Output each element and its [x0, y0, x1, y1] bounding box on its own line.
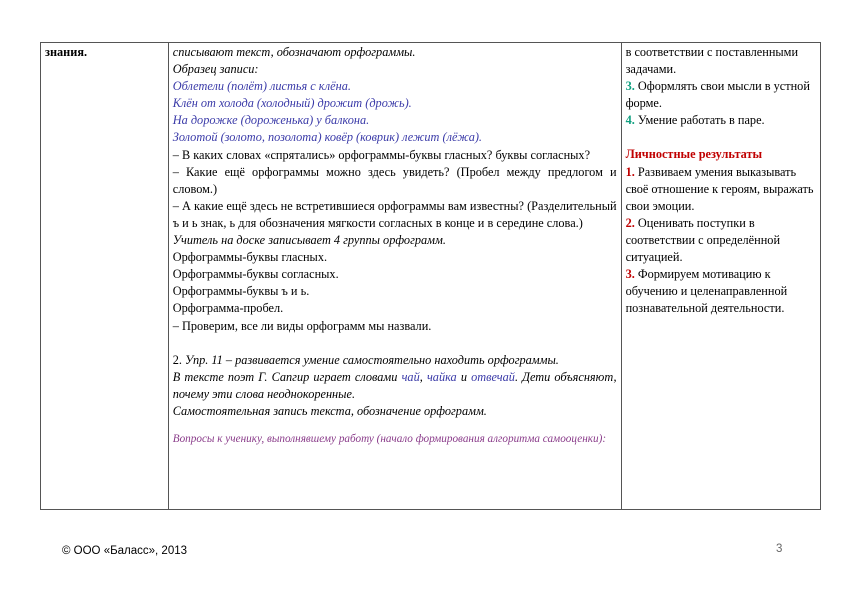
orthogram-group: Орфограммы-буквы гласных. — [172, 250, 328, 265]
item-number: 2. — [625, 215, 635, 230]
item-number: 4. — [625, 113, 635, 128]
stage-cell — [41, 43, 169, 510]
self-work-note: Самостоятельная запись текста, обозначение орфограмм. — [172, 403, 487, 418]
exercise-heading — [173, 352, 617, 369]
result-item — [626, 266, 816, 317]
activity-cell — [168, 43, 621, 510]
result-item — [626, 164, 816, 215]
sample-line: Облетели (полёт) листья с клёна. — [172, 79, 351, 94]
question-text: – Какие ещё орфограммы можно здесь увидеть? (Пробел между предлогом и словом.) — [172, 164, 617, 196]
item-number: 1. — [625, 164, 635, 179]
highlight-word: чай — [401, 369, 420, 384]
exercise-number: 2. — [172, 352, 186, 367]
spacer — [173, 420, 617, 432]
separator: , — [419, 369, 427, 384]
highlight-word: чайка — [426, 369, 457, 384]
self-assessment-questions: Вопросы к ученику, выполнявшему работу (начало формирования алгоритма самооценки): — [172, 432, 607, 445]
check-question: – Проверим, все ли виды орфограмм мы назвали. — [172, 318, 432, 333]
question-text: – А какие ещё здесь не встретившиеся орфограммы вам известны? (Разделительный ъ и ь знак, ь для обозначения мягкости согласных в конце и в середине слова.) — [172, 198, 617, 230]
item-text: Развиваем умения выказывать своё отношение к героям, выражать свои эмоции. — [625, 164, 814, 213]
result-item — [626, 78, 816, 112]
stage-label: знания. — [45, 45, 88, 59]
result-item — [626, 112, 816, 129]
item-text: Оценивать поступки в соответствии с определённой ситуацией. — [625, 215, 781, 265]
sample-line: Клён от холода (холодный) дрожит (дрожь). — [172, 96, 412, 111]
teacher-note: Учитель на доске записывает 4 группы орфограмм. — [172, 233, 446, 248]
sample-line: На дорожке (дороженька) у балкона. — [172, 113, 370, 128]
sample-line: Золотой (золото, позолота) ковёр (коврик) лежит (лёжа). — [172, 130, 483, 145]
orthogram-group: Орфограммы-буквы согласных. — [172, 267, 339, 282]
poet-text: В тексте поэт Г. Сапгир играет словами — [172, 369, 402, 384]
page-number: 3 — [776, 543, 783, 555]
item-text: Формируем мотивацию к обучению и целенаправленной познавательной деятельности. — [625, 267, 788, 316]
poet-text: . Дети объясняют, почему эти слова неоднокоренные. — [172, 369, 617, 401]
orthogram-group: Орфограммы-буквы ъ и ь. — [172, 284, 310, 299]
result-text: в соответствии с поставленными задачами. — [625, 45, 799, 77]
item-text: Оформлять свои мысли в устной форме. — [625, 79, 810, 111]
result-item — [626, 215, 816, 266]
personal-results-heading: Личностные результаты — [625, 147, 763, 162]
activity-intro: списывают текст, обозначают орфограммы. — [172, 45, 416, 59]
question-text: – В каких словах «спрятались» орфограммы-буквы гласных? буквы согласных? — [172, 147, 591, 162]
separator: и — [456, 369, 472, 384]
item-text: Умение работать в паре. — [634, 113, 765, 128]
copyright-footer: © ООО «Баласс», 2013 — [62, 545, 188, 557]
spacer — [626, 129, 816, 146]
table-row — [41, 43, 821, 510]
orthogram-group: Орфограмма-пробел. — [172, 301, 284, 316]
item-number: 3. — [625, 267, 635, 282]
exercise-title: Упр. 11 – развивается умение самостоятельно находить орфограммы. — [185, 352, 559, 367]
sample-label: Образец записи: — [172, 62, 259, 77]
highlight-word: отвечай — [471, 369, 515, 384]
poet-note — [173, 369, 617, 403]
lesson-table — [40, 42, 821, 510]
item-number: 3. — [625, 79, 635, 94]
results-cell — [621, 43, 820, 510]
spacer — [173, 335, 617, 352]
